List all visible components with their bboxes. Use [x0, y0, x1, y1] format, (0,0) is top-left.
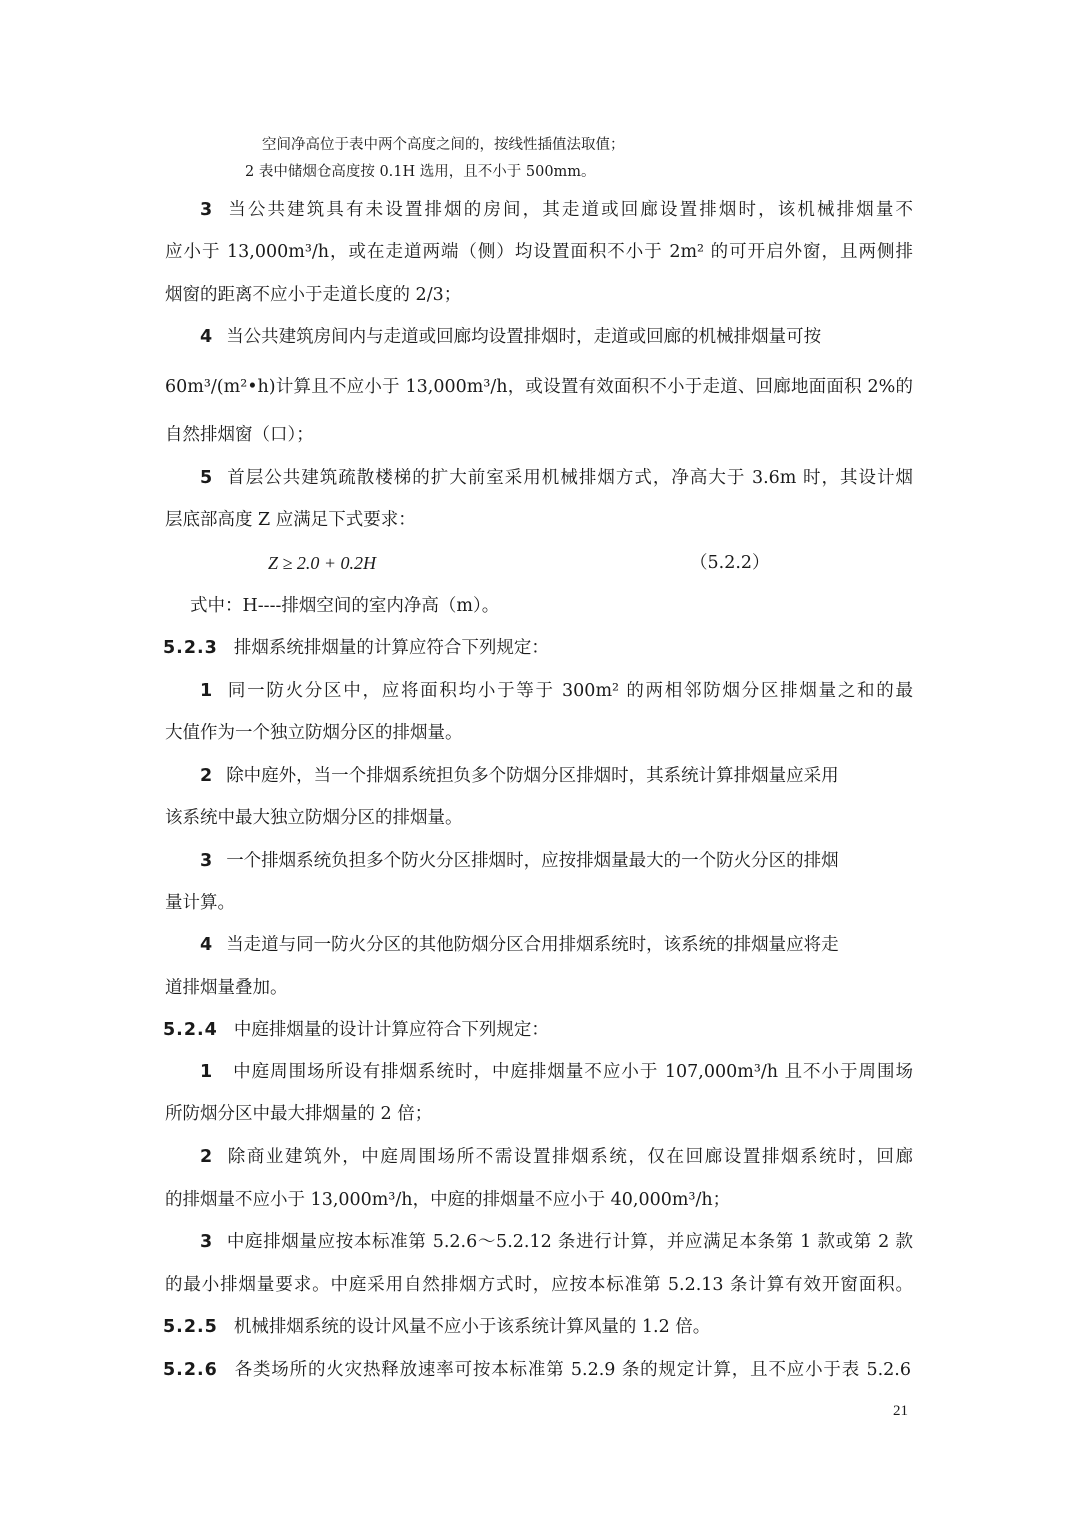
section-5-2-6 — [163, 1359, 911, 1381]
clause-3 — [200, 1231, 913, 1253]
formula: Z ≥ 2.0 + 0.2H — [268, 553, 377, 573]
item-number: 3 — [200, 1232, 213, 1252]
clause-text: 中庭排烟量应按本标准第 5.2.6～5.2.12 条进行计算，并应满足本条第 1 款或第 2 款 — [226, 1232, 913, 1252]
clause-text: 首层公共建筑疏散楼梯的扩大前室采用机械排烟方式，净高大于 3.6m 时，其设计烟 — [226, 468, 913, 488]
clause-text: 除商业建筑外，中庭周围场所不需设置排烟系统，仅在回廊设置排烟系统时，回廊 — [226, 1147, 913, 1167]
clause-1 — [200, 680, 913, 702]
clause-3 — [200, 850, 839, 872]
clause-text: 中庭周围场所设有排烟系统时，中庭排烟量不应小于 107,000m³/h 且不小于周围场 — [232, 1062, 913, 1082]
section-number: 5.2.5 — [163, 1317, 218, 1337]
item-number: 4 — [200, 327, 213, 347]
text-line: 层底部高度 Z 应满足下式要求： — [165, 510, 416, 530]
section-number: 5.2.4 — [163, 1020, 218, 1040]
section-5-2-5 — [163, 1316, 710, 1338]
item-number: 4 — [200, 935, 213, 955]
clause-4 — [200, 326, 821, 348]
text-line: 的排烟量不应小于 13,000m³/h，中庭的排烟量不应小于 40,000m³/h； — [165, 1190, 731, 1210]
section-text: 机械排烟系统的设计风量不应小于该系统计算风量的 1.2 倍。 — [233, 1317, 711, 1337]
item-number: 5 — [200, 468, 213, 488]
clause-text: 一个排烟系统负担多个防火分区排烟时，应按排烟量最大的一个防火分区的排烟 — [226, 851, 839, 871]
note-line: 2 表中储烟仓高度按 0.1H 选用，且不小于 500mm。 — [245, 164, 596, 180]
text-line: 应小于 13,000m³/h，或在走道两端（侧）均设置面积不小于 2m² 的可开启外窗，且两侧排 — [165, 242, 913, 262]
section-5-2-4 — [163, 1019, 549, 1041]
clause-text: 除中庭外，当一个排烟系统担负多个防烟分区排烟时，其系统计算排烟量应采用 — [226, 766, 839, 786]
text-line: 自然排烟窗（口）； — [165, 425, 314, 445]
section-text: 各类场所的火灾热释放速率可按本标准第 5.2.9 条的规定计算，且不应小于表 5.2.6 — [233, 1360, 911, 1380]
item-number: 2 — [200, 1147, 213, 1167]
item-number: 2 — [200, 766, 213, 786]
text-line: 的最小排烟量要求。中庭采用自然排烟方式时，应按本标准第 5.2.13 条计算有效开窗面积。 — [165, 1275, 913, 1295]
text-line: 该系统中最大独立防烟分区的排烟量。 — [165, 808, 463, 828]
item-number: 3 — [200, 851, 213, 871]
text-line: 烟窗的距离不应小于走道长度的 2/3； — [165, 285, 462, 305]
clause-5 — [200, 467, 913, 489]
clause-text: 当走道与同一防火分区的其他防烟分区合用排烟系统时，该系统的排烟量应将走 — [226, 935, 839, 955]
item-number: 1 — [200, 681, 213, 701]
section-text: 中庭排烟量的设计计算应符合下列规定： — [233, 1020, 549, 1040]
formula-note: 式中：H----排烟空间的室内净高（m）。 — [190, 596, 500, 616]
note-line: 空间净高位于表中两个高度之间的，按线性插值法取值； — [262, 137, 625, 153]
equation-number: （5.2.2） — [690, 553, 770, 573]
section-number: 5.2.3 — [163, 638, 218, 658]
page-number: 21 — [893, 1403, 908, 1419]
clause-1 — [200, 1061, 913, 1083]
section-5-2-3 — [163, 637, 549, 659]
clause-2 — [200, 765, 839, 787]
clause-text: 同一防火分区中，应将面积均小于等于 300m² 的两相邻防烟分区排烟量之和的最 — [226, 681, 913, 701]
text-line: 量计算。 — [165, 893, 235, 913]
text-line: 大值作为一个独立防烟分区的排烟量。 — [165, 723, 463, 743]
text-line: 所防烟分区中最大排烟量的 2 倍； — [165, 1104, 433, 1124]
clause-text: 当公共建筑房间内与走道或回廊均设置排烟时，走道或回廊的机械排烟量可按 — [226, 327, 822, 347]
clause-text: 当公共建筑具有未设置排烟的房间，其走道或回廊设置排烟时，该机械排烟量不 — [226, 200, 913, 220]
clause-4 — [200, 934, 839, 956]
clause-2 — [200, 1146, 913, 1168]
section-number: 5.2.6 — [163, 1360, 218, 1380]
item-number: 1 — [200, 1062, 213, 1082]
item-number: 3 — [200, 200, 213, 220]
clause-3 — [200, 199, 913, 221]
text-line: 60m³/(m²•h)计算且不应小于 13,000m³/h，或设置有效面积不小于走道、回廊地面面积 2%的 — [165, 377, 913, 397]
section-text: 排烟系统排烟量的计算应符合下列规定： — [233, 638, 549, 658]
text-line: 道排烟量叠加。 — [165, 978, 288, 998]
